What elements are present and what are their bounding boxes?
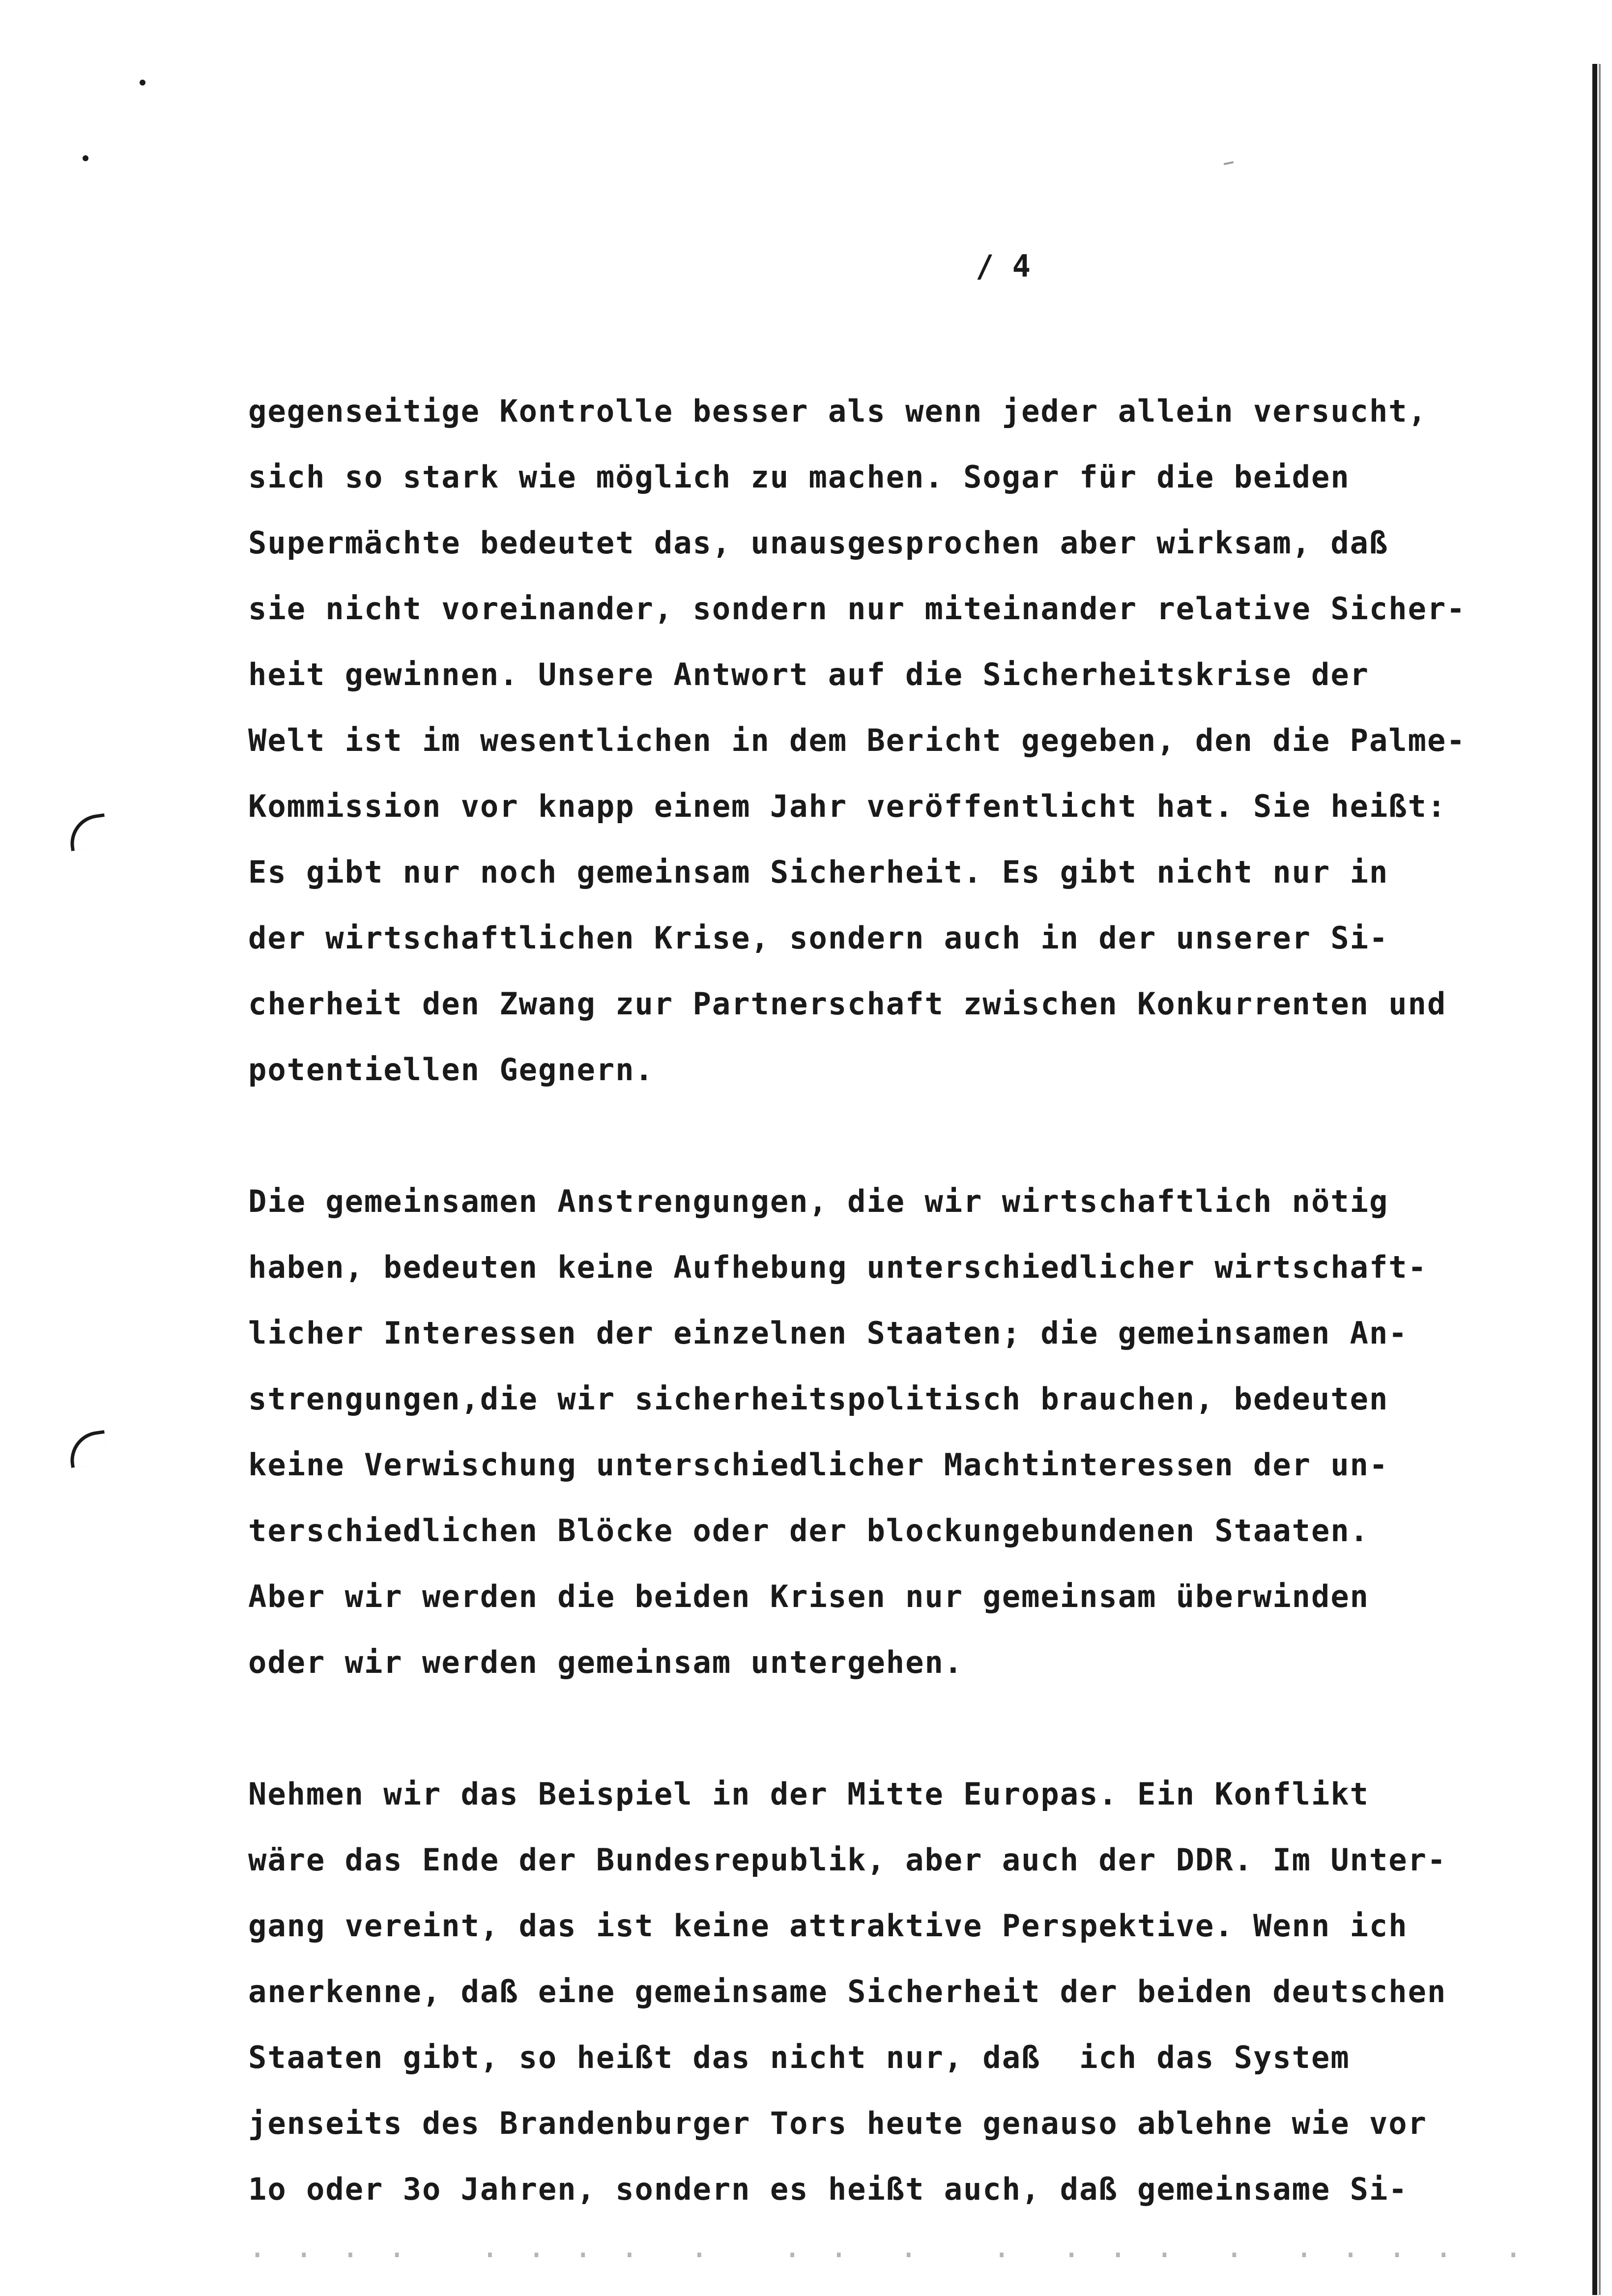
- paragraph-2: [248, 1169, 1526, 1695]
- text-line: wäre das Ende der Bundesrepublik, aber auch der DDR. Im Unter-: [248, 1842, 1447, 1878]
- text-line: terschiedlichen Blöcke oder der blockungebundenen Staaten.: [248, 1513, 1369, 1549]
- text-line: cherheit den Zwang zur Partnerschaft zwischen Konkurrenten und: [248, 986, 1447, 1022]
- text-line: der wirtschaftlichen Krise, sondern auch in der unserer Si-: [248, 920, 1389, 956]
- text-line: Die gemeinsamen Anstrengungen, die wir wirtschaftlich nötig: [248, 1183, 1389, 1219]
- paragraph-3: [248, 1761, 1526, 2288]
- page-edge-fade: [1599, 64, 1601, 2295]
- text-line: Aber wir werden die beiden Krisen nur gemeinsam überwinden: [248, 1578, 1369, 1614]
- punch-dot: [83, 155, 88, 161]
- punch-dot: [140, 80, 145, 86]
- text-line: anerkenne, daß eine gemeinsame Sicherheit der beiden deutschen: [248, 1974, 1447, 2009]
- paragraph-1: [248, 378, 1526, 1103]
- margin-bracket-mark: [67, 813, 109, 851]
- text-line: gegenseitige Kontrolle besser als wenn jeder allein versucht,: [248, 393, 1427, 429]
- text-line: Es gibt nur noch gemeinsam Sicherheit. Es gibt nicht nur in: [248, 854, 1389, 890]
- cut-off-line: · · · · · · · · · · · · · · · · · · · · · ·: [248, 2237, 1527, 2273]
- margin-bracket-mark: [67, 1430, 109, 1468]
- text-line: oder wir werden gemeinsam untergehen.: [248, 1644, 964, 1680]
- text-line: sie nicht voreinander, sondern nur miteinander relative Sicher-: [248, 591, 1466, 627]
- text-line: keine Verwischung unterschiedlicher Machtinteressen der un-: [248, 1447, 1389, 1483]
- text-line: jenseits des Brandenburger Tors heute genauso ablehne wie vor: [248, 2105, 1427, 2141]
- text-line: haben, bedeuten keine Aufhebung unterschiedlicher wirtschaft-: [248, 1249, 1427, 1285]
- page-number: / 4: [976, 248, 1031, 284]
- document-body: [248, 378, 1526, 2296]
- text-line: strengungen,die wir sicherheitspolitisch brauchen, bedeuten: [248, 1381, 1389, 1417]
- text-line: licher Interessen der einzelnen Staaten; die gemeinsamen An-: [248, 1315, 1408, 1351]
- text-line: 1o oder 3o Jahren, sondern es heißt auch, daß gemeinsame Si-: [248, 2171, 1408, 2207]
- text-line: gang vereint, das ist keine attraktive Perspektive. Wenn ich: [248, 1908, 1408, 1944]
- text-line: heit gewinnen. Unsere Antwort auf die Sicherheitskrise der: [248, 657, 1369, 692]
- text-line: Staaten gibt, so heißt das nicht nur, daß ich das System: [248, 2039, 1350, 2075]
- text-line: Welt ist im wesentlichen in dem Bericht gegeben, den die Palme-: [248, 722, 1466, 758]
- text-line: sich so stark wie möglich zu machen. Sogar für die beiden: [248, 459, 1350, 495]
- text-line: Supermächte bedeutet das, unausgesprochen aber wirksam, daß: [248, 525, 1389, 561]
- text-line: potentiellen Gegnern.: [248, 1052, 654, 1088]
- text-line: Kommission vor knapp einem Jahr veröffentlicht hat. Sie heißt:: [248, 788, 1447, 824]
- page-edge-shadow: [1592, 64, 1597, 2295]
- scan-speck: [1224, 161, 1234, 165]
- text-line: Nehmen wir das Beispiel in der Mitte Europas. Ein Konflikt: [248, 1776, 1369, 1812]
